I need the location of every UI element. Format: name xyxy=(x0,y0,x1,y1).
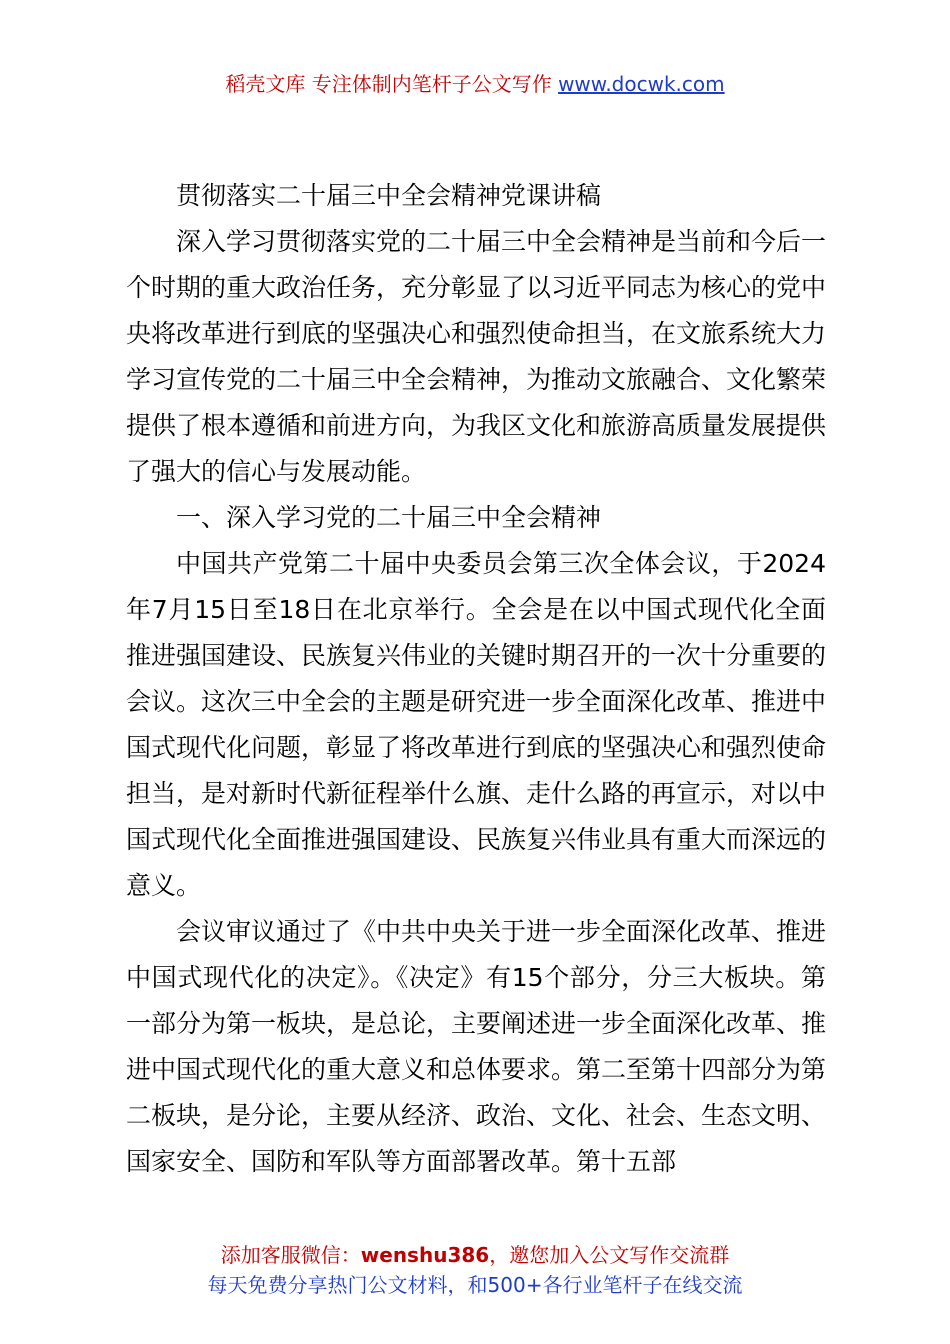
paragraph: 会议审议通过了《中共中央关于进一步全面深化改革、推进中国式现代化的决定》。《决定》有15个部分，分三大板块。第一部分为第一板块，是总论，主要阐述进一步全面深化改革、推进中国式现代化的重大意义和总体要求。第二至第十四部分为第二板块，是分论，主要从经济、政治、文化、社会、生态文明、国家安全、国防和军队等方面部署改革。第十五部 xyxy=(126,917,827,1176)
section-heading: 一、深入学习党的二十届三中全会精神 xyxy=(176,503,602,532)
page-footer xyxy=(0,1240,950,1300)
paragraph: 深入学习贯彻落实党的二十届三中全会精神是当前和今后一个时期的重大政治任务，充分彰显了以习近平同志为核心的党中央将改革进行到底的坚强决心和强烈使命担当，在文旅系统大力学习宣传党的二十届三中全会精神，为推动文旅融合、文化繁荣提供了根本遵循和前进方向，为我区文化和旅游高质量发展提供了强大的信心与发展动能。 xyxy=(126,227,827,486)
footer-contact-line xyxy=(0,1240,950,1270)
document-body xyxy=(126,173,826,1185)
footer-suffix: ，邀您加入公文写作交流群 xyxy=(489,1243,730,1267)
footer-prefix: 添加客服微信： xyxy=(220,1243,361,1267)
paragraph: 中国共产党第二十届中央委员会第三次全体会议，于2024年7月15日至18日在北京举行。全会是在以中国式现代化全面推进强国建设、民族复兴伟业的关键时期召开的一次十分重要的会议。这次三中全会的主题是研究进一步全面深化改革、推进中国式现代化问题，彰显了将改革进行到底的坚强决心和强烈使命担当，是对新时代新征程举什么旗、走什么路的再宣示，对以中国式现代化全面推进强国建设、民族复兴伟业具有重大而深远的意义。 xyxy=(126,549,827,900)
document-title: 贯彻落实二十届三中全会精神党课讲稿 xyxy=(176,181,602,210)
site-link[interactable]: www.docwk.com xyxy=(558,72,725,96)
page-header xyxy=(0,70,950,98)
brand-slogan: 稻壳文库 专注体制内笔杆子公文写作 xyxy=(225,72,552,96)
footer-promo-line: 每天免费分享热门公文材料，和500+各行业笔杆子在线交流 xyxy=(207,1273,743,1297)
wechat-id: wenshu386 xyxy=(360,1243,490,1267)
